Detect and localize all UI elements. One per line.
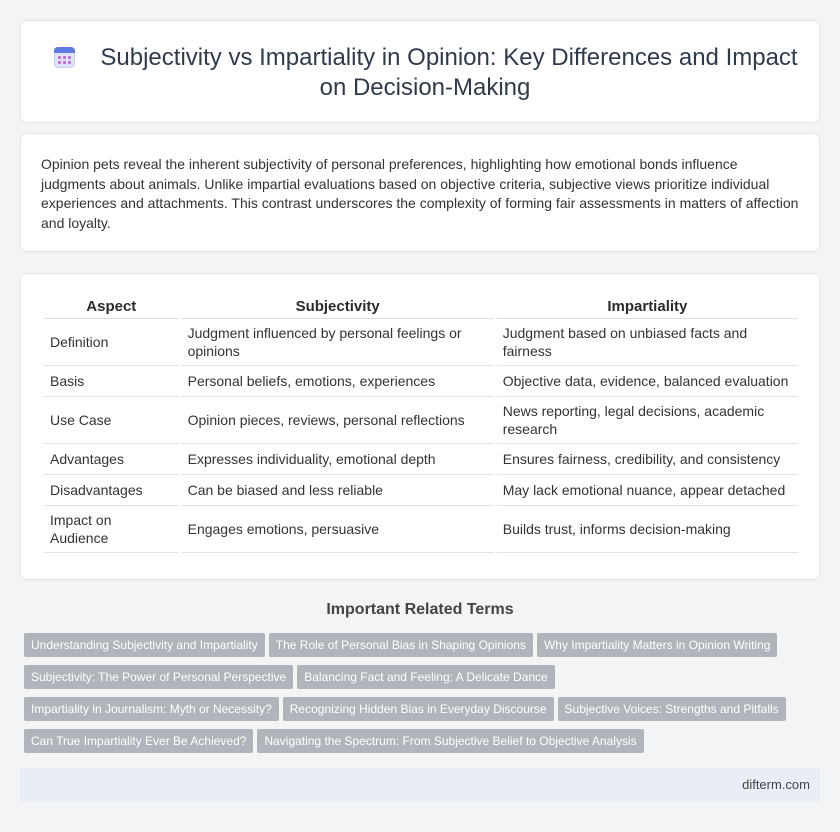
cell-aspect: Basis — [44, 366, 179, 397]
cell-aspect: Impact on Audience — [44, 506, 179, 553]
related-terms-row — [24, 697, 790, 721]
cell-impartiality: Builds trust, informs decision-making — [497, 506, 798, 553]
cell-impartiality: Ensures fairness, credibility, and consistency — [497, 444, 798, 475]
table-row — [44, 444, 798, 475]
cell-impartiality: Judgment based on unbiased facts and fairness — [497, 319, 798, 366]
cell-impartiality: News reporting, legal decisions, academic research — [497, 397, 798, 444]
page-title — [51, 43, 799, 103]
table-header-row — [44, 295, 798, 319]
comparison-table — [41, 295, 801, 553]
header-aspect: Aspect — [44, 295, 179, 319]
related-term-tag[interactable]: Balancing Fact and Feeling: A Delicate Dance — [297, 665, 554, 689]
footer — [20, 768, 820, 802]
page-title-text: Subjectivity vs Impartiality in Opinion: Key Differences and Impact on Decision-Making — [100, 44, 798, 101]
table-row — [44, 475, 798, 506]
related-term-tag[interactable]: Recognizing Hidden Bias in Everyday Discourse — [283, 697, 554, 721]
cell-impartiality: May lack emotional nuance, appear detached — [497, 475, 798, 506]
cell-aspect: Definition — [44, 319, 179, 366]
related-term-tag[interactable]: Impartiality in Journalism: Myth or Necessity? — [24, 697, 279, 721]
related-term-tag[interactable]: Understanding Subjectivity and Impartiality — [24, 633, 265, 657]
footer-brand-link[interactable]: difterm.com — [742, 777, 810, 792]
related-terms-row — [24, 633, 781, 657]
related-term-tag[interactable]: Can True Impartiality Ever Be Achieved? — [24, 729, 253, 753]
related-terms-title: Important Related Terms — [326, 601, 514, 618]
cell-aspect: Advantages — [44, 444, 179, 475]
cell-aspect: Disadvantages — [44, 475, 179, 506]
related-term-tag[interactable]: Navigating the Spectrum: From Subjective Belief to Objective Analysis — [257, 729, 643, 753]
comparison-table-card — [20, 273, 820, 580]
cell-aspect: Use Case — [44, 397, 179, 444]
table-row — [44, 366, 798, 397]
title-wrap — [51, 43, 799, 103]
related-terms-row — [24, 665, 559, 689]
related-term-tag[interactable]: The Role of Personal Bias in Shaping Opinions — [269, 633, 533, 657]
header-card — [20, 20, 820, 123]
intro-card — [20, 133, 820, 252]
calendar-icon — [52, 44, 78, 70]
related-term-tag[interactable]: Subjective Voices: Strengths and Pitfalls — [558, 697, 786, 721]
cell-subjectivity: Opinion pieces, reviews, personal reflections — [182, 397, 494, 444]
table-row — [44, 319, 798, 366]
cell-subjectivity: Engages emotions, persuasive — [182, 506, 494, 553]
header-impartiality: Impartiality — [497, 295, 798, 319]
cell-impartiality: Objective data, evidence, balanced evaluation — [497, 366, 798, 397]
related-term-tag[interactable]: Why Impartiality Matters in Opinion Writing — [537, 633, 778, 657]
cell-subjectivity: Can be biased and less reliable — [182, 475, 494, 506]
table-row — [44, 397, 798, 444]
related-terms-row — [24, 729, 648, 753]
table-row — [44, 506, 798, 553]
cell-subjectivity: Expresses individuality, emotional depth — [182, 444, 494, 475]
intro-paragraph: Opinion pets reveal the inherent subjectivity of personal preferences, highlighting how emotional bonds influence judgments about animals. Unlike impartial evaluations based on objective criteria, subjective views prioritize individual experiences and attachments. This contrast underscores the complexity of forming fair assessments in matters of affection and loyalty. — [41, 156, 799, 231]
related-term-tag[interactable]: Subjectivity: The Power of Personal Perspective — [24, 665, 293, 689]
header-subjectivity: Subjectivity — [182, 295, 494, 319]
cell-subjectivity: Judgment influenced by personal feelings or opinions — [182, 319, 494, 366]
cell-subjectivity: Personal beliefs, emotions, experiences — [182, 366, 494, 397]
